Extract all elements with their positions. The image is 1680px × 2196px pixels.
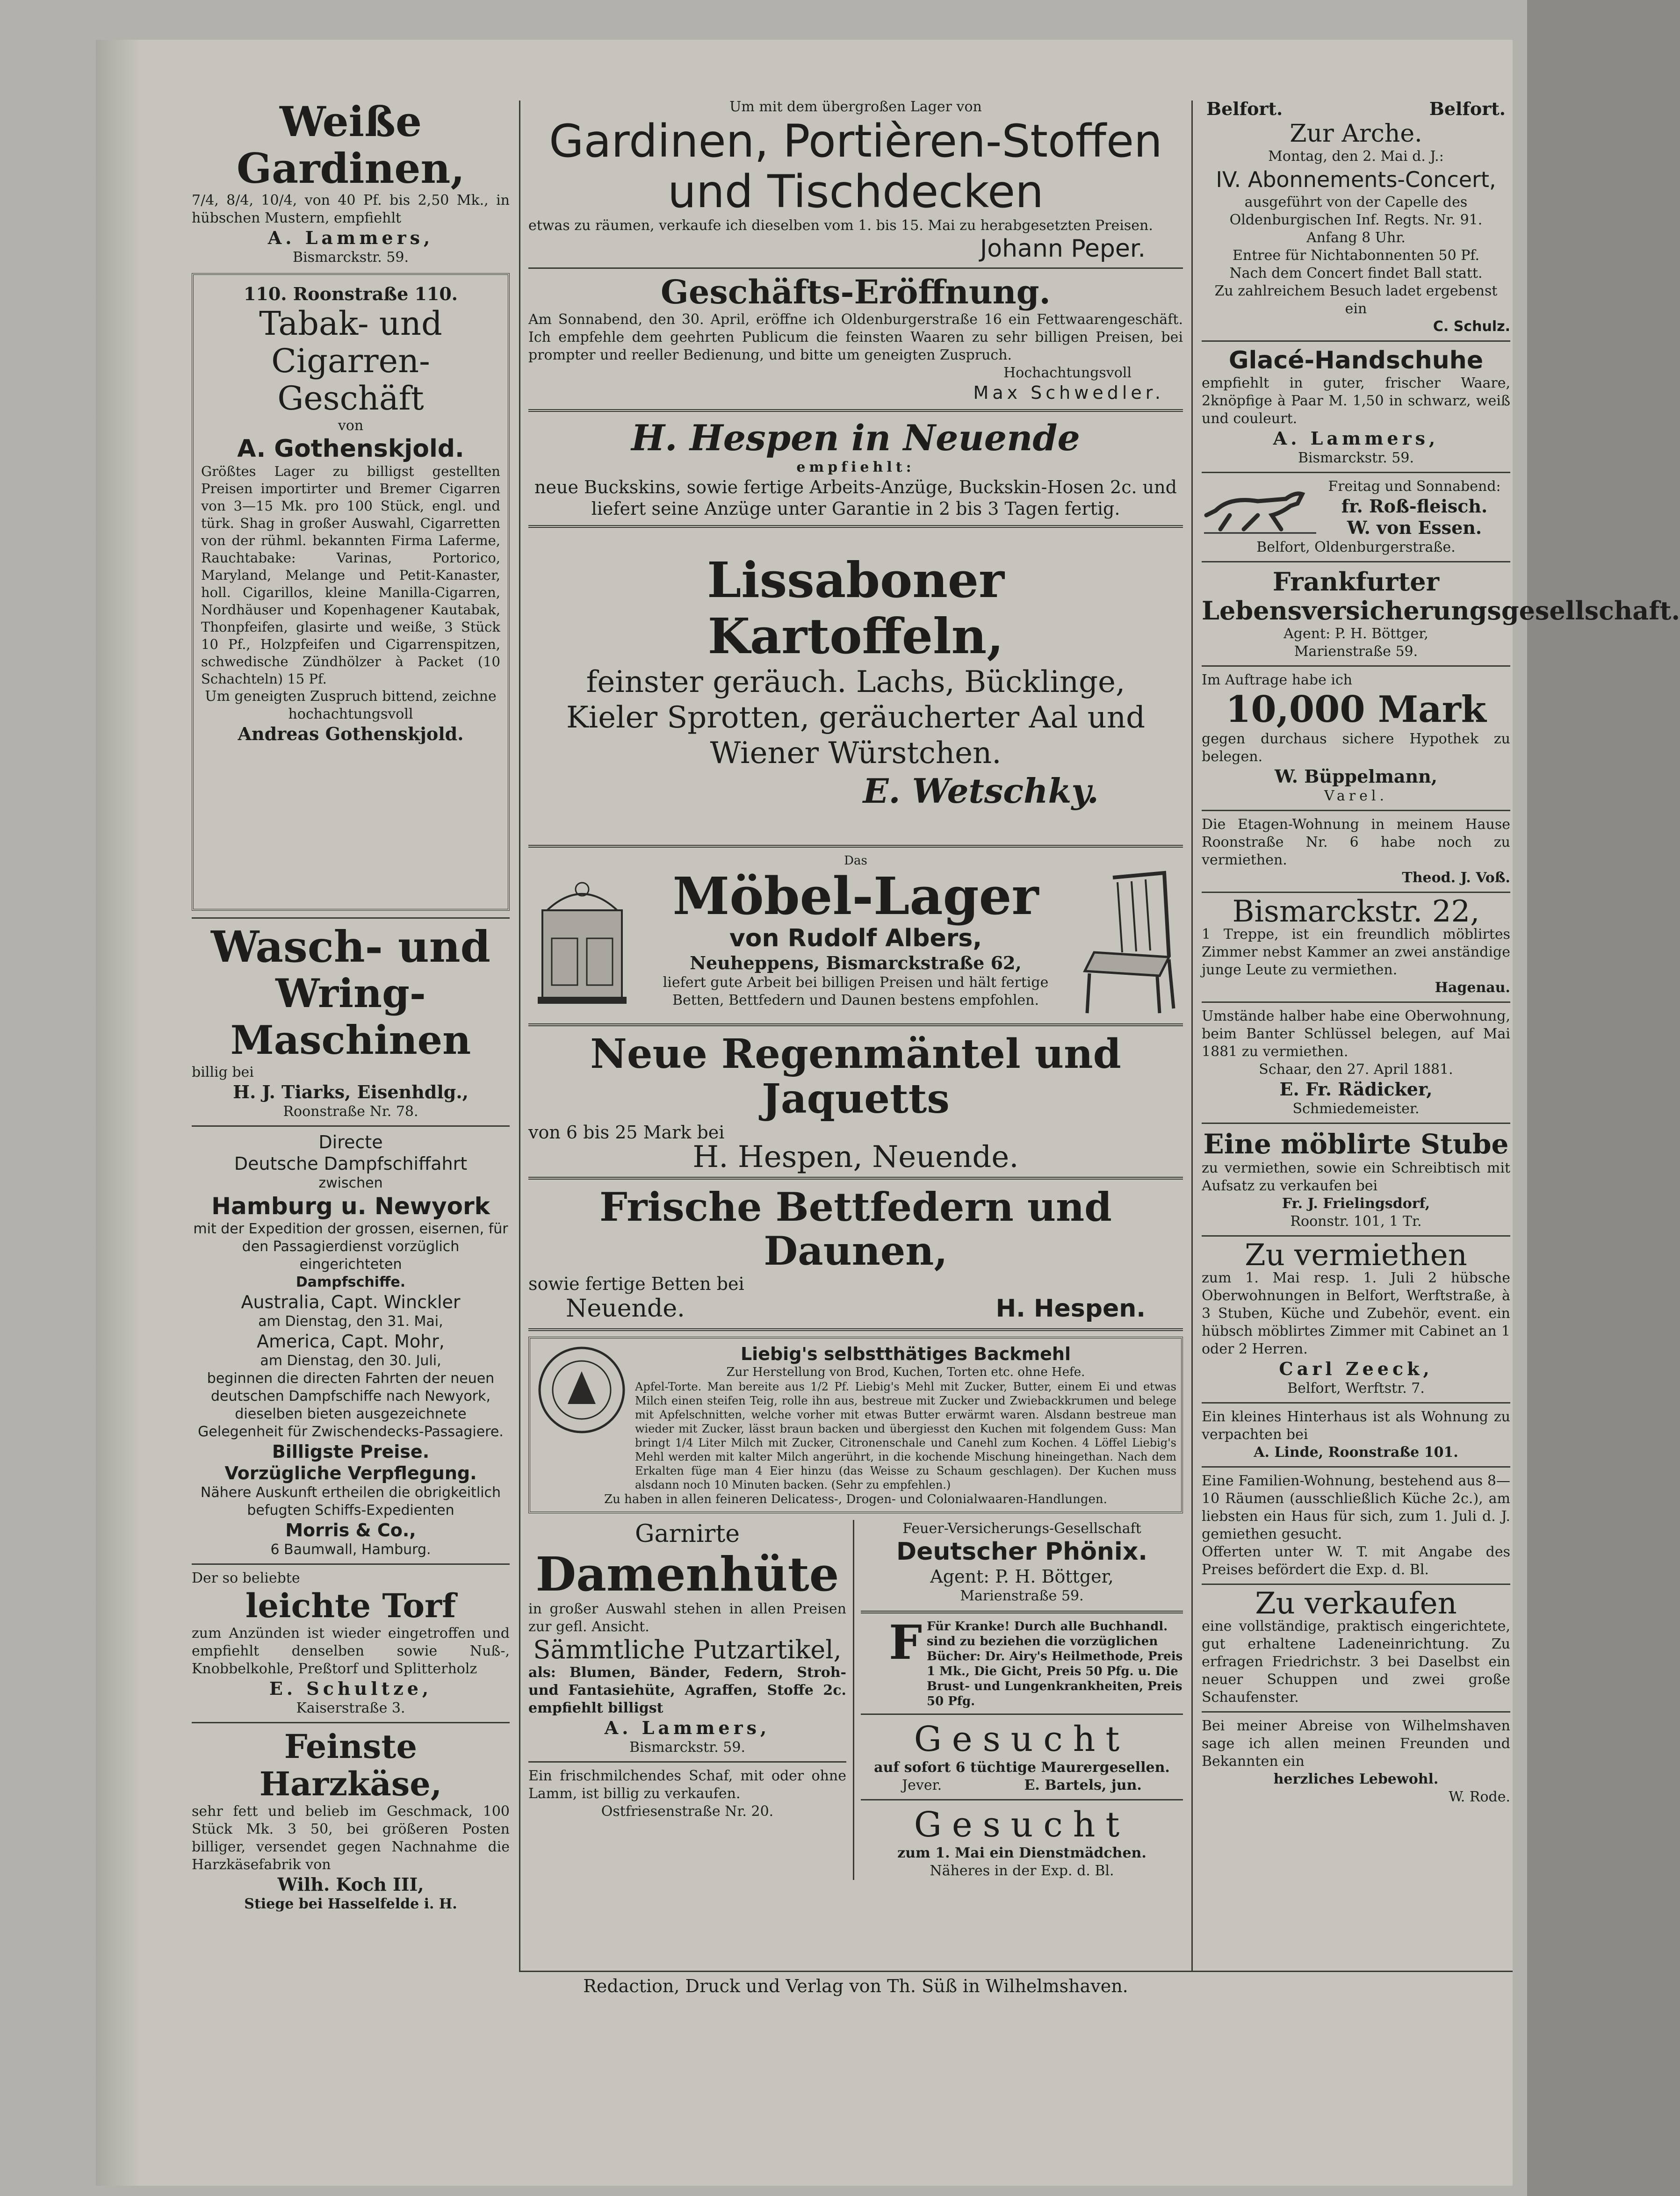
ad-name: W. Büppelmann, — [1274, 766, 1438, 787]
ad-title: IV. Abonnements-Concert, — [1216, 167, 1496, 192]
ad-stube — [1202, 1129, 1510, 1231]
ad-text: von 6 bis 25 Mark bei — [528, 1122, 725, 1143]
liebig-seal-illustration — [535, 1343, 628, 1437]
ad-signature: Andreas Gothenskjold. — [238, 723, 464, 744]
ad-text: 7/4, 8/4, 10/4, von 40 Pf. bis 2,50 Mk., in hübschen Mustern, empfiehlt — [192, 192, 510, 226]
ad-text-2: als: Blumen, Bänder, Federn, Stroh- und Fantasiehüte, Agraffen, Stoffe 2c. empfiehlt billigst — [528, 1664, 846, 1716]
ad-address: Stiege bei Hasselfelde i. H. — [244, 1896, 457, 1912]
ad-title: Feinste Harzkäse, — [259, 1727, 442, 1803]
ad-abreise — [1202, 1717, 1510, 1806]
ad-title: Tabak- und — [259, 304, 442, 343]
ad-invite: Zu zahlreichem Besuch ladet ergebenst ein — [1214, 283, 1498, 317]
cabinet-illustration — [528, 868, 636, 1008]
ad-intro: Der so beliebte — [192, 1570, 300, 1586]
ad-intro: Um mit dem übergroßen Lager von — [729, 99, 982, 115]
ad-title: Eine möblirte Stube — [1203, 1128, 1509, 1160]
ad-address: Belfort, Werftstr. 7. — [1287, 1380, 1425, 1397]
binding-edge — [96, 40, 138, 2186]
ad-name: W. Rode. — [1449, 1789, 1510, 1805]
ad-place: Neuende. — [566, 1295, 685, 1323]
ad-time: Anfang 8 Uhr. — [1306, 230, 1406, 246]
ad-title: Lissaboner Kartoffeln, — [707, 551, 1004, 665]
ad-title: Weiße Gardinen, — [236, 97, 465, 193]
ad-title: Glacé-Handschuhe — [1228, 346, 1484, 374]
ad-ship: Dampfschiffe. — [296, 1274, 406, 1290]
ad-name: H. Hespen. — [995, 1295, 1146, 1323]
ad-damenhuete — [528, 1520, 846, 1757]
ad-name: C. Schulz. — [1433, 318, 1510, 335]
ad-address: Neuheppens, Bismarckstraße 62, — [690, 952, 1022, 973]
ad-glace — [1202, 346, 1510, 467]
ad-name: A. Lammers, — [604, 1717, 771, 1738]
ad-address: Bismarckstr. 59. — [629, 1739, 745, 1756]
ad-title: Geschäfts-Eröffnung. — [661, 273, 1051, 311]
ad-address: Marienstraße 59. — [960, 1588, 1084, 1604]
ad-sub: Zur Herstellung von Brod, Kuchen, Torten etc. ohne Hefe. — [726, 1365, 1085, 1379]
ad-moebel — [528, 853, 1183, 1018]
ad-liebig — [528, 1337, 1183, 1513]
ad-bismarck — [1202, 894, 1510, 997]
ad-closing: Hochachtungsvoll — [1003, 365, 1132, 381]
ad-name: Johann Peper. — [980, 235, 1146, 263]
ad-ship-2: America, Capt. Mohr, — [257, 1331, 445, 1352]
ad-vermiethen — [1202, 1238, 1510, 1397]
ad-venue: Zur Arche. — [1290, 120, 1422, 148]
ad-address: Ostfriesenstraße Nr. 20. — [601, 1803, 774, 1820]
ad-peper — [528, 98, 1183, 263]
ad-text: liefert gute Arbeit bei billigen Preisen und hält fertige Betten, Bettfedern und Daunen bestens empfohlen. — [663, 974, 1049, 1008]
column-rule-left — [519, 101, 520, 1971]
ad-agent: Agent: P. H. Böttger, — [1283, 626, 1428, 642]
ad-place-1: Belfort. — [1206, 98, 1283, 119]
ad-text: empfiehlt in guter, frischer Waare, 2knöpfige à Paar M. 1,50 in schwarz, weiß und couleurt. — [1202, 375, 1510, 427]
ad-text: zu vermiethen, sowie ein Schreibtisch mit Aufsatz zu verkaufen bei — [1202, 1160, 1510, 1194]
ad-kranke — [861, 1615, 1183, 1709]
ad-text: in großer Auswahl stehen in allen Preisen zur gefl. Ansicht. — [528, 1601, 846, 1635]
ad-lissabon — [528, 533, 1183, 839]
ad-title-2: und Tischdecken — [668, 166, 1044, 218]
ad-text: zum 1. Mai ein Dienstmädchen. — [897, 1845, 1146, 1861]
ad-text: Ein kleines Hinterhaus ist als Wohnung zu verpachten bei — [1202, 1409, 1510, 1443]
ad-text: neue Buckskins, sowie fertige Arbeits-Anzüge, Buckskin-Hosen 2c. und liefert seine Anzüge unter Garantie in 2 bis 3 Tagen fertig. — [534, 477, 1177, 519]
ad-intro: Garnirte — [635, 1520, 740, 1548]
ad-name: Carl Zeeck, — [1279, 1358, 1433, 1379]
column-rule-right — [1191, 101, 1193, 1971]
ad-title: H. Hespen in Neuende — [631, 417, 1080, 459]
ad-text: feinster geräuch. Lachs, Bücklinge, Kieler Sprotten, geräucherter Aal und Wiener Würstchen. — [566, 665, 1146, 770]
ad-text: Bei meiner Abreise von Wilhelmshaven sage ich allen meinen Freunden und Bekannten ein — [1202, 1718, 1510, 1770]
ad-line1: Directe — [318, 1132, 383, 1152]
footer-rule — [519, 1971, 1513, 1972]
ad-title: 10,000 Mark — [1226, 688, 1486, 731]
ad-verkaufen — [1202, 1586, 1510, 1706]
ad-tabak — [192, 273, 510, 911]
ad-title: Zu verkaufen — [1255, 1586, 1457, 1621]
ad-ship-1: Australia, Capt. Winckler — [241, 1292, 461, 1312]
chair-illustration — [1075, 868, 1183, 1018]
ad-text: zum Anzünden ist wieder eingetroffen und empfiehlt denselben sowie Nuß-, Knobbelkohle, Preßtorf und Splitterholz — [192, 1625, 510, 1677]
ad-ship-2-date: am Dienstag, den 30. Juli, — [260, 1353, 441, 1369]
ad-address: Belfort, Oldenburgerstraße. — [1256, 539, 1456, 555]
ad-footer: Zu haben in allen feineren Delicatess-, Drogen- und Colonialwaaren-Handlungen. — [604, 1492, 1107, 1506]
ad-text: Eine Familien-Wohnung, bestehend aus 8—10 Räumen (ausschließlich Küche 2c.), am liebsten ein Haus für sich, zum 1. Juli d. J. gemiethen gesucht. — [1202, 1473, 1510, 1542]
ad-gardinen — [192, 98, 510, 266]
ad-food: Vorzügliche Verpflegung. — [224, 1463, 477, 1483]
ad-name: E. Schultze, — [269, 1678, 433, 1699]
ad-title: Gardinen, Portièren-Stoffen — [549, 115, 1162, 167]
ad-date: Schaar, den 27. April 1881. — [1259, 1061, 1453, 1078]
ad-name: A. Linde, Roonstraße 101. — [1254, 1444, 1458, 1461]
ad-title: Neue Regenmäntel und Jaquetts — [590, 1030, 1121, 1123]
column-left — [192, 98, 510, 1913]
ad-text: Für Kranke! Durch alle Buchhandl. sind zu beziehen die vorzüglichen Bücher: Dr. Airy's Heilmethode, Preis 1 Mk., Die Gicht, Preis 50 Pfg. u. Die Brust- und Lungenkrankheiten, Preis 50 Pfg. — [927, 1620, 1183, 1708]
ad-name: E. Fr. Rädicker, — [1279, 1079, 1433, 1100]
ad-address: Roonstr. 101, 1 Tr. — [1290, 1213, 1422, 1230]
ad-street: 110. Roonstraße 110. — [243, 283, 458, 304]
ad-text: billig bei — [192, 1064, 254, 1080]
ad-text: Umstände halber habe eine Oberwohnung, beim Banter Schlüssel belegen, auf Mai 1881 zu vermiethen. — [1202, 1008, 1510, 1060]
ad-text: mit der Expedition der grossen, eisernen, für den Passagierdienst vorzüglich eingerichteten — [193, 1221, 508, 1273]
ad-address: 6 Baumwall, Hamburg. — [270, 1541, 431, 1558]
ad-text: ausgeführt von der Capelle des Oldenburgischen Inf. Regts. Nr. 91. — [1229, 194, 1483, 228]
ad-name: A. Lammers, — [1273, 428, 1439, 449]
ad-konzert — [1202, 98, 1510, 336]
ad-name: H. Hespen, Neuende. — [692, 1140, 1019, 1174]
ad-text-3: Nähere Auskunft ertheilen die obrigkeitlich befugten Schiffs-Expedienten — [200, 1484, 501, 1519]
ad-title: Möbel-Lager — [672, 866, 1039, 926]
ad-address: Roonstraße Nr. 78. — [283, 1103, 418, 1120]
horse-illustration — [1202, 478, 1319, 539]
ad-title-2: Cigarren-Geschäft — [271, 342, 430, 418]
ad-gesucht-1 — [861, 1720, 1183, 1794]
ad-wasch — [192, 923, 510, 1121]
ad-name: E. Wetschky. — [863, 771, 1099, 811]
ad-line2: Deutsche Dampfschiffahrt — [234, 1153, 468, 1174]
ad-sub: Offerten unter W. T. mit Angabe des Preises befördert die Exp. d. Bl. — [1202, 1544, 1510, 1578]
ad-text: gegen durchaus sichere Hypothek zu belegen. — [1202, 731, 1510, 765]
ad-title: Bismarckstr. 22, — [1232, 894, 1480, 929]
ad-title: leichte Torf — [245, 1586, 456, 1625]
ad-intro: Das — [844, 854, 867, 868]
ad-text: Apfel-Torte. Man bereite aus 1/2 Pf. Liebig's Mehl mit Zucker, Butter, einem Ei und etwas Milch einen steifen Teig, rolle ihn aus, bestreue mit Zucker und Zwiebackkrumen und belege mit Apfelschnitten, welche vorher mit etwas Butter erwärmt waren. Alsdann bestreue man wieder mit Zucker, lässt braun backen und übergiesst den Kuchen mit folgendem Guss: Man bringt 1/4 Liter Milch mit Zucker, Citronenschale und Canehl zum Kochen. 4 Löffel Liebig's Mehl werden mit kalter Milch angerührt, in die kochende Mischung hineingethan. Nach dem Erkalten füge man 4 Eier hinzu (das Weisse zu Schaum geschlagen). Der Kuchen muss alsdann noch 10 Minuten backen. (Sehr zu empfehlen.) — [635, 1380, 1176, 1491]
ad-regen — [528, 1030, 1183, 1174]
ad-place-2: Belfort. — [1429, 98, 1506, 119]
ad-hespen-neuende — [528, 418, 1183, 519]
ad-title: Frische Bettfedern und Daunen, — [599, 1184, 1112, 1274]
ad-title: fr. Roß-fleisch. — [1341, 496, 1488, 517]
ad-dampfschiff — [192, 1131, 510, 1559]
ad-frankfurter — [1202, 567, 1680, 661]
ad-rossfleisch — [1202, 478, 1510, 539]
ad-title: Gesucht — [914, 1719, 1130, 1759]
column-right — [1202, 98, 1680, 1806]
ad-umstaende — [1202, 1008, 1510, 1118]
ad-bettfedern — [528, 1185, 1183, 1323]
ad-title: Frankfurter Lebensversicherungsgesellschaft. — [1202, 567, 1680, 626]
ad-sub: von Rudolf Albers, — [729, 924, 982, 952]
ad-text: zum 1. Mai resp. 1. Juli 2 hübsche Oberwohnungen in Belfort, Werftstraße, à 3 Stuben, Küche und Zubehör, event. ein hübsch möblirtes Zimmer mit Cabinet an 1 oder 2 Herren. — [1202, 1270, 1510, 1357]
ad-name: E. Bartels, jun. — [1024, 1777, 1142, 1793]
ad-title: Liebig's selbstthätiges Backmehl — [740, 1344, 1071, 1364]
ad-ball: Nach dem Concert findet Ball statt. — [1229, 265, 1483, 281]
column-center — [528, 98, 1183, 1880]
ad-title: Hamburg u. Newyork — [211, 1193, 490, 1220]
ad-text: Die Etagen-Wohnung in meinem Hause Roonstraße Nr. 6 habe noch zu vermiethen. — [1202, 816, 1510, 868]
ad-title: Damenhüte — [535, 1547, 839, 1602]
ad-intro: Im Auftrage habe ich — [1202, 672, 1353, 688]
ad-text: auf sofort 6 tüchtige Maurergesellen. — [874, 1759, 1170, 1776]
ad-von: von — [338, 418, 364, 434]
ad-sub: Näheres in der Exp. d. Bl. — [930, 1863, 1114, 1879]
ad-torf — [192, 1570, 510, 1717]
ad-line3: zwischen — [318, 1175, 383, 1191]
ad-text: Freitag und Sonnabend: — [1328, 478, 1501, 495]
ad-text: Am Sonnabend, den 30. April, eröffne ich Oldenburgerstraße 16 ein Fettwaarengeschäft. Ich empfehle dem geehrten Publicum die feinsten Waaren zu sehr billigen Preisen, bei prompter und reeller Bedienung, und bitte um geneigten Zuspruch. — [528, 311, 1183, 363]
ad-title: Zu vermiethen — [1245, 1238, 1467, 1273]
ad-title: Deutscher Phönix. — [896, 1538, 1148, 1566]
ad-name: Hagenau. — [1435, 979, 1510, 996]
ad-closing: Um geneigten Zuspruch bittend, zeichne hochachtungsvoll — [205, 688, 497, 722]
ad-date: Montag, den 2. Mai d. J.: — [1268, 148, 1444, 165]
ad-hinterhaus — [1202, 1408, 1510, 1462]
ad-title: Wasch- und — [211, 922, 490, 972]
ad-name: A. Gothenskjold. — [237, 435, 464, 463]
ad-intro: Feuer-Versicherungs-Gesellschaft — [902, 1520, 1141, 1537]
ad-initial: F — [889, 1615, 922, 1670]
ad-eroeffnung — [528, 274, 1183, 403]
ad-name: Max Schwedler. — [973, 382, 1164, 403]
ad-ship-1-date: am Dienstag, den 31. Mai, — [258, 1313, 443, 1330]
ad-address: Kaiserstraße 3. — [296, 1700, 405, 1716]
ad-schaf — [528, 1767, 846, 1821]
ad-sub: Sämmtliche Putzartikel, — [533, 1635, 842, 1664]
ad-address: Marienstraße 59. — [1294, 643, 1418, 660]
ad-signature: A. Lammers, — [267, 227, 434, 248]
ad-text: eine vollständige, praktisch eingerichtete, gut erhaltene Ladeneinrichtung. Zu erfragen Friedrichstr. 3 bei Daselbst ein neuer Schuppen und zwei große Schaufenster. — [1202, 1618, 1510, 1706]
ad-name: Fr. J. Frielingsdorf, — [1282, 1195, 1430, 1212]
ad-text: Größtes Lager zu billigst gestellten Preisen importirter und Bremer Cigarren von 3—15 Mk. pro 100 Stück, engl. und türk. Shag in großer Auswahl, Cigarretten von der rühml. bekannten Firma Laferme, Rauchtabake: Varinas, Portorico, Maryland, Melange und Petit-Kanaster, holl. Cigarillos, kleine Manilla-Cigarren, Nordhäuser und Kopenhagener Kautabak, Thonpfeifen, glasirte und weiße, 3 Stück 10 Pf., Holzpfeifen und Cigarrenspitzen, schwedische Zündhölzer à Packet (10 Schachteln) 15 Pf. — [201, 463, 500, 687]
ad-place: Jever. — [902, 1777, 942, 1793]
ad-text: sehr fett und belieb im Geschmack, 100 Stück Mk. 3 50, bei größeren Posten billiger, versendet gegen Nachnahme die Harzkäsefabrik von — [192, 1803, 510, 1873]
ad-text: sowie fertige Betten bei — [528, 1274, 744, 1294]
ad-text: Ein frischmilchendes Schaf, mit oder ohne Lamm, ist billig zu verkaufen. — [528, 1768, 846, 1802]
ad-name: W. von Essen. — [1347, 517, 1482, 538]
ad-gesucht-2 — [861, 1805, 1183, 1880]
ad-phoenix — [861, 1520, 1183, 1605]
ad-entry: Entree für Nichtabonnenten 50 Pf. — [1233, 247, 1479, 264]
ad-price: Billigste Preise. — [272, 1441, 430, 1462]
ad-sub: empfiehlt: — [796, 459, 915, 475]
imprint-footer: Redaction, Druck und Verlag von Th. Süß in Wilhelmshaven. — [583, 1976, 1128, 1996]
ad-etage — [1202, 816, 1510, 887]
ad-name: Wilh. Koch III, — [277, 1874, 424, 1895]
ad-name: H. J. Tiarks, Eisenhdlg., — [233, 1081, 469, 1102]
ad-familie — [1202, 1472, 1510, 1579]
ad-place: Varel. — [1324, 788, 1388, 804]
ad-title: herzliches Lebewohl. — [1273, 1771, 1439, 1787]
ad-text-2: beginnen die directen Fahrten der neuen deutschen Dampfschiffe nach Newyork, dieselben bieten ausgezeichnete Gelegenheit für Zwischendecks-Passagiere. — [198, 1370, 504, 1440]
ad-harzkaese — [192, 1728, 510, 1913]
ad-mark — [1202, 671, 1510, 805]
ad-firm: Morris & Co., — [285, 1520, 416, 1541]
ad-name: Theod. J. Voß. — [1402, 870, 1510, 886]
ad-title-2: Wring-Maschinen — [230, 970, 471, 1063]
ad-title: Gesucht — [914, 1805, 1130, 1845]
ad-text: 1 Treppe, ist ein freundlich möblirtes Zimmer nebst Kammer an zwei anständige junge Leute zu vermiethen. — [1202, 926, 1510, 978]
ad-address: Bismarckstr. 59. — [293, 249, 409, 266]
ad-profession: Schmiedemeister. — [1292, 1101, 1420, 1117]
ad-agent: Agent: P. H. Böttger, — [930, 1566, 1114, 1587]
ad-text: etwas zu räumen, verkaufe ich dieselben vom 1. bis 15. Mai zu herabgesetzten Preisen. — [528, 217, 1153, 234]
ad-address: Bismarckstr. 59. — [1298, 450, 1414, 466]
